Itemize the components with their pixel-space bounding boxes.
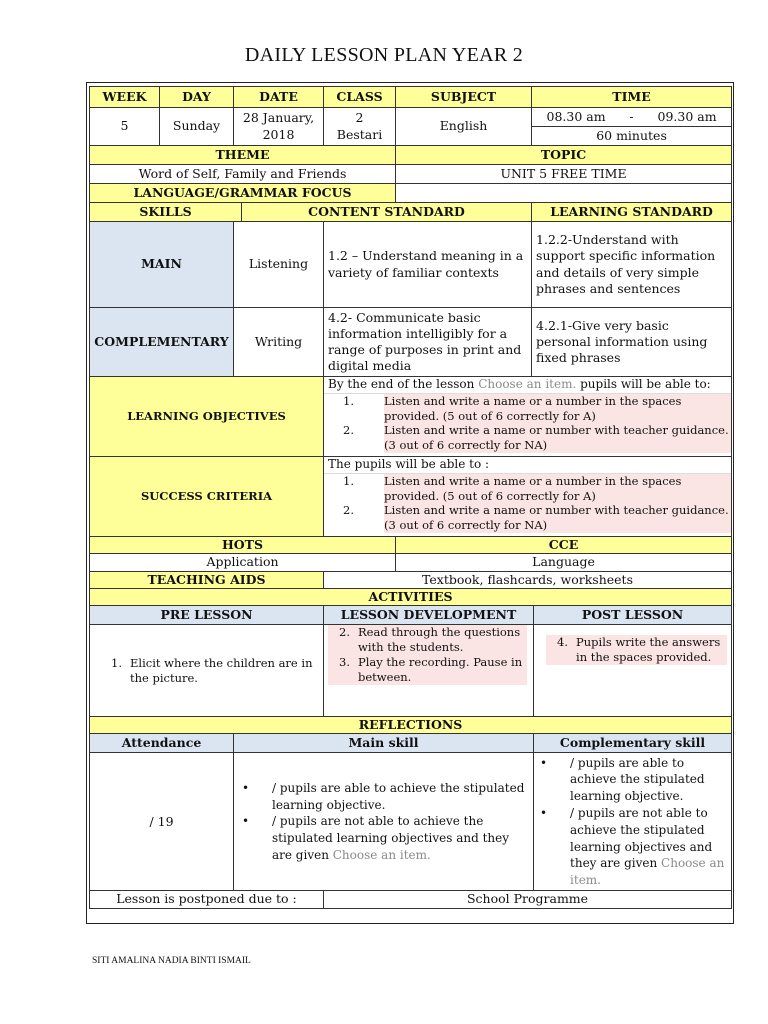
attendance-value: / 19 [90, 753, 234, 891]
bullet-icon: • [540, 805, 548, 820]
week-value: 5 [90, 108, 160, 146]
success-criteria-list [324, 474, 731, 534]
activities-label: ACTIVITIES [90, 588, 732, 605]
pre-lesson-step-text: Elicit where the children are in the picture. [130, 655, 313, 685]
choose-item-dropdown[interactable]: Choose an item. [570, 856, 725, 888]
lesson-development-header: LESSON DEVELOPMENT [324, 606, 534, 625]
complementary-skill-label: COMPLEMENTARY [90, 308, 234, 377]
main-reflection-item-text: / pupils are able to achieve the stipulated learning objective. [272, 780, 525, 812]
lesson-development-cell [324, 625, 534, 717]
time-duration: 60 minutes [532, 127, 732, 146]
objective-item-number: 1. [324, 394, 384, 424]
class-value [324, 108, 396, 146]
date-value [234, 108, 324, 146]
language-focus-label: LANGUAGE/GRAMMAR FOCUS [90, 184, 396, 203]
postponed-label: Lesson is postponed due to : [90, 891, 324, 908]
main-reflection-item [238, 813, 529, 863]
theme-label: THEME [90, 146, 396, 165]
pre-lesson-list [100, 656, 313, 686]
criteria-item-number: 1. [324, 474, 384, 504]
complementary-reflection-item [536, 805, 729, 889]
pre-lesson-header: PRE LESSON [90, 606, 324, 625]
main-reflection-item [238, 780, 529, 814]
main-skill-reflection-list [238, 780, 529, 864]
pre-lesson-cell [90, 625, 324, 717]
success-criteria-intro: The pupils will be able to : [324, 457, 731, 474]
complementary-reflection-item-text: / pupils are able to achieve the stipulated learning objective. [570, 755, 705, 804]
lesson-development-list [328, 625, 527, 685]
subject-header: SUBJECT [396, 87, 532, 108]
choose-item-dropdown[interactable]: Choose an item. [478, 377, 577, 391]
objective-item-text: Listen and write a name or a number in the spaces provided. (5 out of 6 correctly for A) [384, 393, 682, 423]
objectives-intro-tail: pupils will be able to: [576, 377, 711, 391]
date-line-1: 28 January, [242, 110, 315, 126]
skills-header: SKILLS [90, 203, 242, 222]
learning-objectives-label: LEARNING OBJECTIVES [90, 377, 324, 457]
complementary-skill-header: Complementary skill [534, 734, 732, 753]
success-criteria-label: SUCCESS CRITERIA [90, 457, 324, 537]
cce-label: CCE [396, 537, 732, 554]
post-lesson-step-text: Pupils write the answers in the spaces provided. [576, 635, 721, 664]
main-reflection-item-body [272, 813, 529, 863]
criteria-item-text: Listen and write a name or number with teacher guidance. (3 out of 6 correctly for NA) [384, 503, 729, 533]
cce-value: Language [396, 554, 732, 571]
day-value: Sunday [160, 108, 234, 146]
development-step-text: Play the recording. Pause in between. [358, 654, 523, 684]
main-skill-header: Main skill [234, 734, 534, 753]
page-title: DAILY LESSON PLAN YEAR 2 [244, 44, 524, 66]
learning-objectives-intro [324, 377, 731, 394]
hots-label: HOTS [90, 537, 396, 554]
class-line-2: Bestari [336, 126, 383, 142]
development-step-text: Read through the questions with the students. [358, 625, 521, 654]
objective-item [324, 423, 731, 453]
objective-item [324, 394, 731, 424]
main-content-standard: 1.2 – Understand meaning in a variety of familiar contexts [324, 222, 532, 308]
subject-value: English [396, 108, 532, 146]
time-dash: - [629, 108, 634, 124]
development-step [328, 625, 527, 655]
complementary-reflection-item-body [570, 805, 729, 889]
day-header: DAY [160, 87, 234, 108]
development-step [328, 655, 527, 685]
objective-item-text: Listen and write a name or number with teacher guidance. (3 out of 6 correctly for NA) [384, 423, 729, 453]
complementary-skill-reflection [534, 753, 732, 891]
bullet-icon: • [540, 755, 548, 770]
class-header: CLASS [324, 87, 396, 108]
choose-item-dropdown[interactable]: Choose an item. [332, 847, 431, 862]
pre-lesson-step-number: 1. [111, 655, 122, 670]
objectives-intro-text: By the end of the lesson [328, 377, 479, 391]
main-skill-label: MAIN [90, 222, 234, 308]
complementary-skill-value: Writing [234, 308, 324, 377]
learning-objectives-list [324, 394, 731, 454]
development-step-number: 3. [339, 654, 350, 669]
criteria-item-text: Listen and write a name or a number in the spaces provided. (5 out of 6 correctly for A) [384, 473, 682, 503]
time-header: TIME [532, 87, 732, 108]
complementary-learning-standard: 4.2.1-Give very basic personal information using fixed phrases [532, 308, 732, 377]
learning-objectives-cell [324, 377, 732, 457]
postponed-value: School Programme [324, 891, 732, 908]
main-learning-standard: 1.2.2-Understand with support specific information and details of very simple phrases and sentences [532, 222, 732, 308]
objective-item-number: 2. [324, 423, 384, 453]
content-standard-header: CONTENT STANDARD [242, 203, 532, 222]
bullet-icon: • [242, 780, 250, 795]
author-footer: SITI AMALINA NADIA BINTI ISMAIL [92, 956, 251, 966]
post-lesson-cell [534, 625, 732, 717]
topic-label: TOPIC [396, 146, 732, 165]
complementary-reflection-item-body [570, 755, 729, 805]
pre-lesson-step [100, 656, 313, 686]
post-lesson-step [546, 635, 727, 665]
hots-value: Application [90, 554, 396, 571]
time-end: 09.30 am [657, 108, 717, 124]
teaching-aids-label: TEACHING AIDS [90, 571, 324, 588]
criteria-item [324, 474, 731, 504]
time-start: 08.30 am [546, 108, 606, 124]
attendance-header: Attendance [90, 734, 234, 753]
complementary-reflection-list [536, 755, 729, 889]
class-line-1: 2 [355, 110, 364, 126]
theme-value: Word of Self, Family and Friends [90, 165, 396, 184]
bullet-icon: • [242, 814, 250, 829]
week-header: WEEK [90, 87, 160, 108]
success-criteria-cell [324, 457, 732, 537]
criteria-item [324, 503, 731, 533]
main-reflection-item-body [272, 780, 529, 814]
teaching-aids-value: Textbook, flashcards, worksheets [324, 571, 732, 588]
post-lesson-step-number: 4. [557, 635, 569, 649]
topic-value: UNIT 5 FREE TIME [396, 165, 732, 184]
learning-standard-header: LEARNING STANDARD [532, 203, 732, 222]
complementary-reflection-item-text: / pupils are not able to achieve the stipulated learning objectives and they are given [570, 805, 713, 871]
lesson-plan-table [89, 86, 732, 909]
time-range [532, 108, 732, 127]
complementary-content-standard: 4.2- Communicate basic information intelligibly for a range of purposes in print and digital media [324, 308, 532, 377]
reflections-label: REFLECTIONS [90, 717, 732, 734]
main-reflection-item-text: / pupils are not able to achieve the stipulated learning objectives and they are given [272, 814, 510, 862]
criteria-item-number: 2. [324, 503, 384, 533]
complementary-reflection-item [536, 755, 729, 805]
language-focus-value [396, 184, 732, 203]
development-step-number: 2. [339, 625, 350, 639]
main-skill-value: Listening [234, 222, 324, 308]
date-header: DATE [234, 87, 324, 108]
post-lesson-header: POST LESSON [534, 606, 732, 625]
post-lesson-list [546, 635, 727, 665]
main-skill-reflection [234, 753, 534, 891]
date-line-2: 2018 [262, 126, 295, 142]
